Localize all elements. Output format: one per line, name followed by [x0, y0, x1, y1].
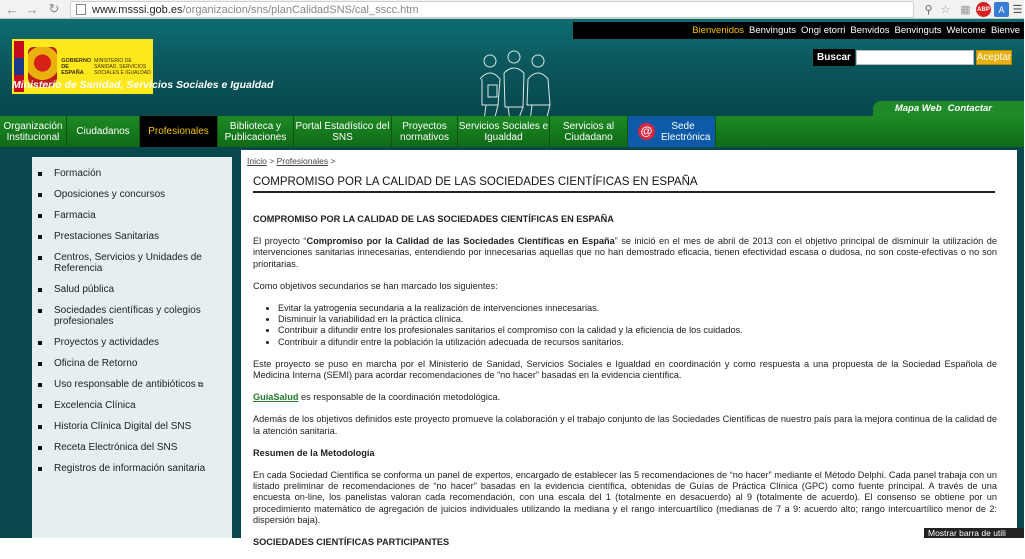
nav-servicios-sociales[interactable]: Servicios Sociales e Igualdad: [458, 116, 550, 147]
list-item: • Contribuir a difundir entre la población la utilización adecuada de recursos sanitarios.: [278, 337, 997, 348]
sidebar: [32, 157, 232, 538]
guiasalud-link[interactable]: GuíaSalud: [253, 392, 299, 403]
logo-text-ministerio: MINISTERIO DE SANIDAD, SERVICIOS SOCIALES E IGUALDAD: [94, 57, 151, 76]
language-link[interactable]: Welcome: [946, 25, 986, 36]
nav-profesionales[interactable]: Profesionales: [140, 116, 218, 147]
objectives-list: [278, 303, 997, 348]
toolbar-tooltip[interactable]: Mostrar barra de utili: [924, 528, 1024, 538]
at-sign-icon: @: [638, 123, 655, 140]
logo-text-gobierno: GOBIERNO DE ESPAÑA: [61, 57, 92, 76]
language-link[interactable]: Benvidos: [850, 25, 890, 36]
sidebar-item-antibioticos-label: Uso responsable de antibióticos: [54, 379, 196, 390]
page-icon: [76, 4, 86, 15]
url-host: www.msssi.gob.es: [92, 3, 183, 16]
language-bar: [573, 22, 1024, 39]
list-item: • Disminuir la variabilidad en la práctica clínica.: [278, 314, 997, 325]
site-header: [0, 19, 1024, 116]
coordination-text: es responsable de la coordinación metodológica.: [298, 392, 501, 403]
sidebar-item-centros[interactable]: Centros, Servicios y Unidades de Referencia: [32, 252, 232, 274]
project-origin-paragraph: Este proyecto se puso en marcha por el Ministerio de Sanidad, Servicios Sociales e Igualdad en coordinación y como respuesta a una propuesta de la Sociedad Española de Medicina Interna (SEMI) para acordar recomendaciones de “no hacer” basadas en la evidencia científica.: [253, 358, 997, 381]
list-item: • Contribuir a difundir entre los profesionales sanitarios el compromiso con la calidad y la eficiencia de los cuidados.: [278, 325, 997, 336]
project-name: Compromiso por la Calidad de las Sociedades Científicas en España: [306, 236, 615, 247]
extension-icon[interactable]: ▦: [960, 4, 971, 16]
methodology-paragraph: En cada Sociedad Científica se conforma un panel de expertos, encargado de establecer las 5 recomendaciones de “no hacer” mediante el Método Delphi. Cada panel trabaja con un listado preliminar de recomendaciones de “no hacer” basadas en la evidencia científica, obtenidas de Guías de Práctica Clínica (GPC) como fuente principal. A través de una encuesta on-line, los panelistas valoran cada recomendación, con una escala del 1 (totalmente en desacuerdo) al 9 (totalmente de acuerdo). El consenso se obtiene por un procedimiento matemático de agregación de juicios individuales utilizando la mediana y el rango intercuartílico (medianas de 7 a 9: acuerdo alto; rango intercuartílico menor de 2: dispersión baja).: [253, 470, 997, 525]
sidebar-item-receta[interactable]: Receta Electrónica del SNS: [32, 442, 232, 453]
sidebar-item-farmacia[interactable]: Farmacia: [32, 210, 232, 221]
sidebar-item-sociedades[interactable]: Sociedades científicas y colegios profesionales: [32, 305, 232, 327]
nav-organizacion-institucional[interactable]: Organización Institucional: [0, 116, 67, 147]
external-link-icon: ⧉: [197, 380, 204, 389]
intro-before: El proyecto “: [253, 236, 307, 247]
sidebar-item-formacion[interactable]: Formación: [32, 168, 232, 179]
site-map-link[interactable]: Mapa Web: [894, 103, 942, 114]
breadcrumb-section-link[interactable]: Profesionales: [276, 156, 329, 166]
main-navigation: [0, 116, 1024, 147]
address-bar[interactable]: [70, 1, 914, 18]
sidebar-item-oficina-retorno[interactable]: Oficina de Retorno: [32, 358, 232, 369]
reload-icon[interactable]: ↻: [48, 1, 60, 16]
browser-toolbar: [0, 0, 1024, 19]
translate-icon[interactable]: A: [994, 2, 1009, 17]
page-body: [0, 147, 1024, 548]
nav-biblioteca-publicaciones[interactable]: Biblioteca y Publicaciones: [218, 116, 294, 147]
nav-servicios-ciudadano[interactable]: Servicios al Ciudadano: [550, 116, 628, 147]
language-link[interactable]: Bienve: [990, 25, 1020, 36]
breadcrumb: [247, 156, 335, 166]
page-title: COMPROMISO POR LA CALIDAD DE LAS SOCIEDADES CIENTÍFICAS EN ESPAÑA: [253, 176, 995, 193]
back-arrow-icon[interactable]: ←: [5, 1, 19, 17]
sidebar-item-antibioticos[interactable]: [32, 379, 232, 390]
search-input[interactable]: [856, 50, 974, 65]
search-label: Buscar: [813, 49, 855, 66]
nav-proyectos-normativos[interactable]: Proyectos normativos: [392, 116, 458, 147]
sidebar-item-historia-clinica[interactable]: Historia Clínica Digital del SNS: [32, 421, 232, 432]
nav-sede-electronica-label: Sede Electrónica: [661, 120, 711, 143]
objectives-intro: Como objetivos secundarios se han marcado los siguientes:: [253, 280, 498, 291]
search-button[interactable]: Aceptar: [976, 52, 1012, 63]
nav-ciudadanos[interactable]: Ciudadanos: [67, 116, 140, 147]
sidebar-item-excelencia[interactable]: Excelencia Clínica: [32, 400, 232, 411]
utility-links: [873, 101, 1024, 116]
url-path: /organizacion/sns/planCalidadSNS/cal_sscc.htm: [182, 3, 419, 16]
contact-link[interactable]: Contactar: [947, 103, 992, 114]
breadcrumb-separator: >: [330, 156, 336, 166]
main-content: [241, 150, 1017, 548]
breadcrumb-home-link[interactable]: Inicio: [247, 156, 267, 166]
sidebar-item-registros[interactable]: Registros de información sanitaria: [32, 463, 232, 474]
language-link[interactable]: Bienvenidos: [692, 25, 745, 36]
language-link[interactable]: Benvinguts: [894, 25, 942, 36]
sidebar-item-oposiciones[interactable]: Oposiciones y concursos: [32, 189, 232, 200]
sidebar-item-salud-publica[interactable]: Salud pública: [32, 284, 232, 295]
coordination-paragraph: [253, 392, 997, 403]
magnifier-icon[interactable]: ⚲: [924, 4, 933, 16]
menu-icon[interactable]: ☰: [1012, 4, 1023, 16]
adblock-icon[interactable]: ABP: [976, 2, 991, 17]
intro-paragraph: [253, 236, 997, 270]
bookmark-star-icon[interactable]: ☆: [940, 4, 951, 16]
sidebar-item-prestaciones[interactable]: Prestaciones Sanitarias: [32, 231, 232, 242]
people-illustration-icon: [468, 47, 558, 123]
ministry-name: Ministerio de Sanidad, Servicios Sociales e Igualdad: [12, 79, 274, 91]
forward-arrow-icon[interactable]: →: [25, 1, 39, 17]
nav-portal-estadistico[interactable]: Portal Estadístico del SNS: [294, 116, 392, 147]
article-heading: COMPROMISO POR LA CALIDAD DE LAS SOCIEDADES CIENTÍFICAS EN ESPAÑA: [253, 214, 614, 224]
methodology-heading: Resumen de la Metodología: [253, 447, 375, 458]
breadcrumb-separator: >: [269, 156, 275, 166]
nav-sede-electronica[interactable]: [628, 116, 716, 147]
language-link[interactable]: Benvinguts: [749, 25, 797, 36]
list-item: • Evitar la yatrogenia secundaria a la realización de intervenciones innecesarias.: [278, 303, 997, 314]
participants-heading: SOCIEDADES CIENTÍFICAS PARTICIPANTES: [253, 537, 450, 548]
language-link[interactable]: Ongi etorri: [801, 25, 846, 36]
article: [253, 214, 997, 559]
sidebar-item-proyectos[interactable]: Proyectos y actividades: [32, 337, 232, 348]
collaboration-paragraph: Además de los objetivos definidos este proyecto promueve la colaboración y el trabajo conjunto de las Sociedades Científicas de nuestro país para la mejora continua de la calidad de la atención sanitaria.: [253, 414, 997, 436]
intro-after: ” se inició en el mes de abril de 2013 con el objetivo principal de disminuir la utilización de intervenciones sanitarias innecesarias, entendiendo por innecesarias aquellas que no han demostrado eficacia, tienen efectividad escasa o dudosa, no son coste-efectivas o no son prioritarias.: [253, 236, 998, 269]
